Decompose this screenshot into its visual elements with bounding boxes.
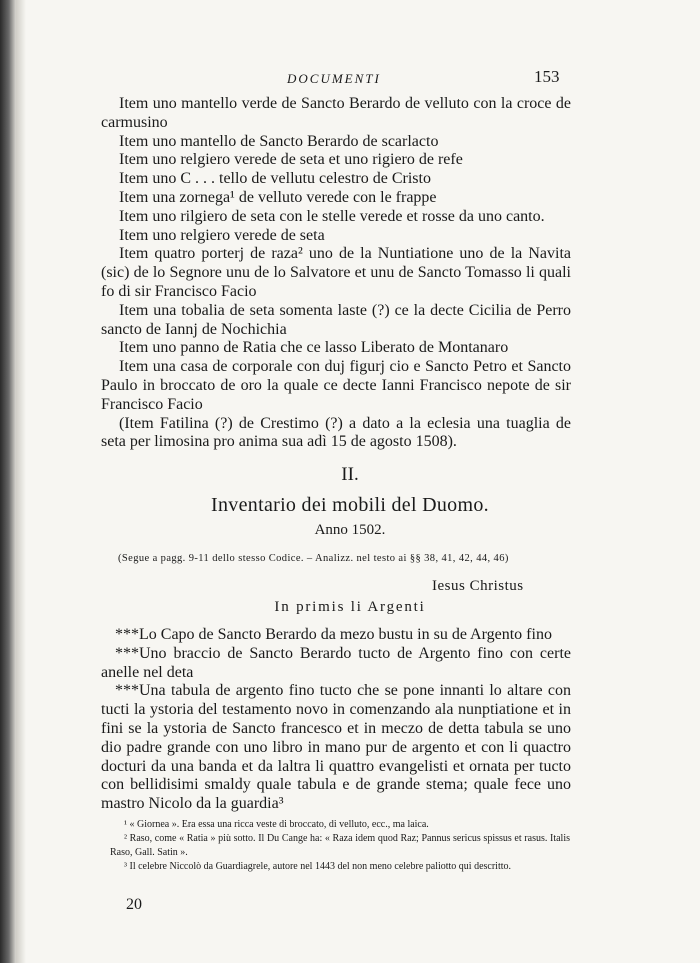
list-item: (Item Fatilina (?) de Crestimo (?) a dato a la eclesia una tuaglia de seta per limosina pro anima sua adì 15 de agosto 1508). (101, 414, 571, 451)
section-year: Anno 1502. (314, 522, 386, 538)
list-item: Item una tobalia de seta somenta laste (?) ce la decte Cicilia de Perro sancto de Iannj de Nochichia (101, 301, 571, 338)
subheading: In primis li Argenti (274, 599, 426, 615)
list-item: ***Una tabula de argento fino tucto che se pone innanti lo altare con tucti la ystoria del testamento novo in comenzando ala nunptiatione et in fini se la ystoria de Sancto francesco et in meczo de detta tabula se uno dio padre grande con uno libro in mano pur de argento et con li quactro docturi da una banda et da laltra li quattro evangelisti et ornata per tucto con bellidisimi smaldy quale tabula e de grande stema; quale fece uno mastro Nicolo da la guardia³ (101, 682, 571, 813)
list-item: Item una zornega¹ de velluto verede con le frappe (119, 188, 437, 206)
list-item: Item uno panno de Ratia che ce lasso Liberato de Montanaro (119, 339, 509, 357)
list-item: Item uno mantello de Sancto Berardo de scarlacto (119, 132, 439, 150)
list-item: Item uno rilgiero de seta con le stelle verede et rosse da uno canto. (119, 207, 545, 225)
footnote: ³ Il celebre Niccolò da Guardiagrele, autore nel 1443 del non meno celebre paliotto qui descritto. (124, 861, 512, 872)
page-number: 153 (534, 67, 560, 86)
inventory-list-argenti (101, 626, 571, 814)
list-item: ***Uno braccio de Sancto Berardo tucto de Argento fino con certe anelle nel deta (101, 644, 571, 681)
list-item: Item uno relgiero verede de seta (119, 226, 325, 244)
list-item: ***Lo Capo de Sancto Berardo da mezo bustu in su de Argento fino (115, 626, 552, 643)
footnote: ² Raso, come « Ratia » più sotto. Il Du Cange ha: « Raza idem quod Raz; Pannus sericus spissus et rasus. Italis Raso, Gall. Satin ». (110, 833, 570, 858)
list-item: Item uno mantello verde de Sancto Berardo de velluto con la croce de carmusino (101, 95, 571, 131)
inventory-list-top (101, 95, 571, 452)
signature-mark: 20 (126, 896, 142, 913)
invocation: Iesus Christus (432, 578, 524, 594)
footnote: ¹ « Giornea ». Era essa una ricca veste di broccato, di velluto, ecc., ma laica. (124, 819, 429, 830)
section-source-note: (Segue a pagg. 9-11 dello stesso Codice. – Analizz. nel testo ai §§ 38, 41, 42, 44, 46) (118, 553, 509, 564)
list-item: Item uno C . . . tello de vellutu celestro de Cristo (119, 170, 431, 188)
section-title: Inventario dei mobili del Duomo. (211, 494, 489, 516)
section-numeral: II. (341, 464, 359, 485)
list-item: Item uno relgiero verede de seta et uno rigiero de refe (119, 151, 463, 169)
running-title: DOCUMENTI (287, 71, 381, 86)
list-item: Item una casa de corporale con duj figurj cio e Sancto Petro et Sancto Paulo in broccato de oro la quale ce decte Ianni Francisco nepote de sir Francisco Facio (101, 358, 571, 413)
footnotes (110, 818, 570, 874)
list-item: Item quatro porterj de raza² uno de la Nuntiatione uno de la Navita (sic) de lo Segnore unu de lo Salvatore et unu de Sancto Tomasso li quali fo di sir Francisco Facio (101, 245, 571, 300)
